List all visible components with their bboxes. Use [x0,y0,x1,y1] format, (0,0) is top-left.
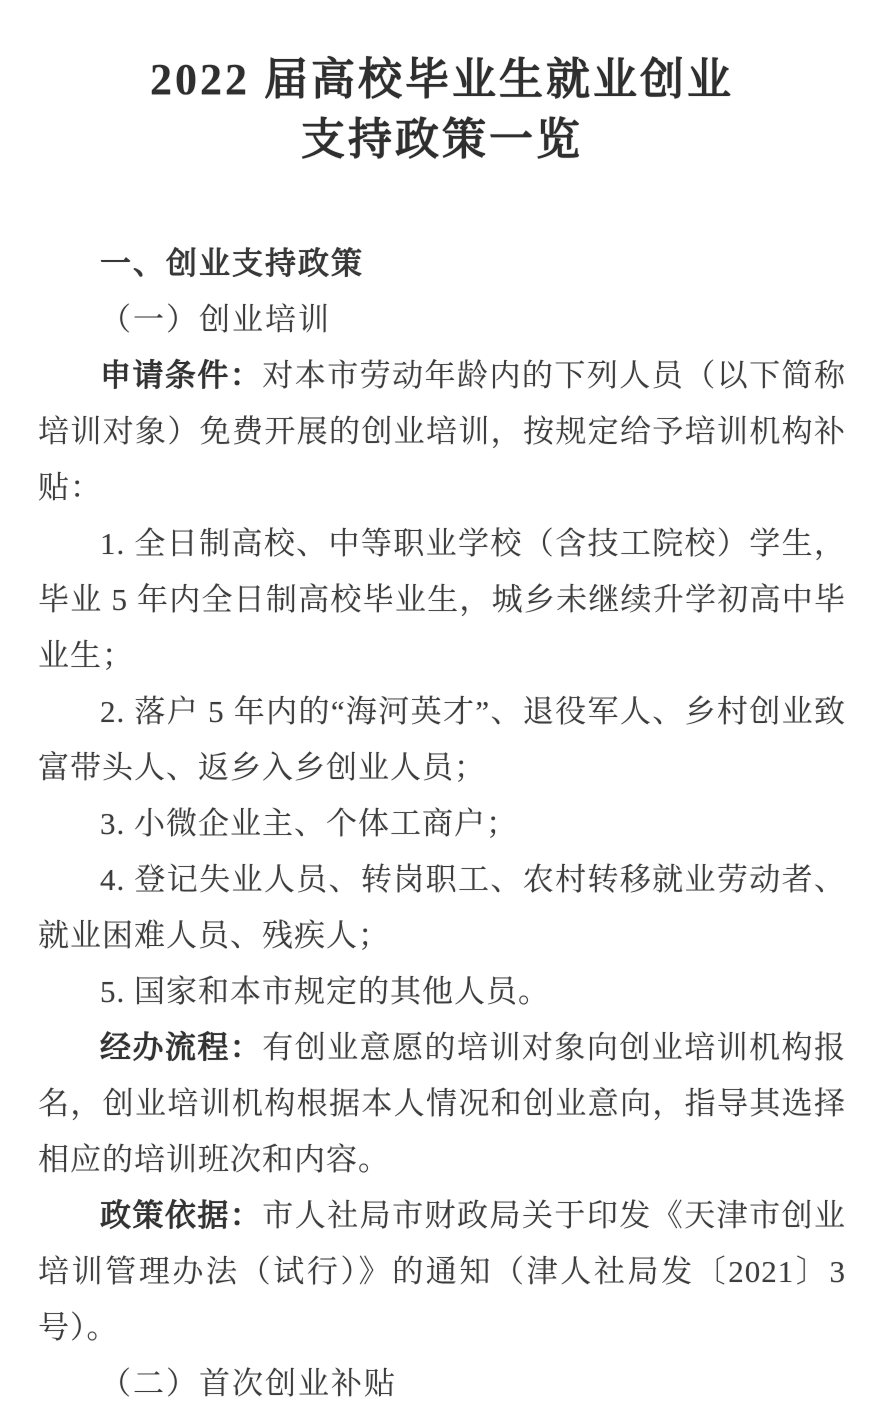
paragraph-handling-process [38,1020,846,1188]
document-title-line1: 2022 届高校毕业生就业创业 [150,55,734,104]
subsection-heading-startup-training: （一）创业培训 [100,302,331,337]
document-title-line2: 支持政策一览 [301,115,583,164]
paragraph-policy-basis [38,1188,846,1356]
document-body [38,236,846,1412]
handling-process-text: 有创业意愿的培训对象向创业培训机构报名，创业培训机构根据本人情况和创业意向，指导其选择相应的培训班次和内容。 [38,1030,847,1177]
list-item-5: 5. 国家和本市规定的其他人员。 [100,974,550,1009]
policy-basis-label: 政策依据： [100,1198,263,1233]
paragraph-application-conditions [38,348,846,516]
document-title [38,50,846,170]
policy-basis-text: 市人社局市财政局关于印发《天津市创业培训管理办法（试行）》的通知（津人社局发〔2021〕3 号）。 [38,1198,847,1345]
list-item-2: 2. 落户 5 年内的“海河英才”、退役军人、乡村创业致富带头人、返乡入乡创业人员； [38,694,846,785]
list-item-4: 4. 登记失业人员、转岗职工、农村转移就业劳动者、就业困难人员、残疾人； [38,862,846,953]
list-item-1: 1. 全日制高校、中等职业学校（含技工院校）学生，毕业 5 年内全日制高校毕业生，城乡未继续升学初高中毕业生； [38,526,846,673]
subsection-heading-first-startup-subsidy: （二）首次创业补贴 [100,1366,397,1401]
list-item-3: 3. 小微企业主、个体工商户； [100,806,518,841]
application-conditions-label: 申请条件： [100,358,263,393]
application-conditions-text: 对本市劳动年龄内的下列人员（以下简称培训对象）免费开展的创业培训，按规定给予培训机构补贴： [38,358,847,505]
handling-process-label: 经办流程： [100,1030,263,1065]
section-heading-entrepreneurship-policies: 一、创业支持政策 [100,246,364,281]
